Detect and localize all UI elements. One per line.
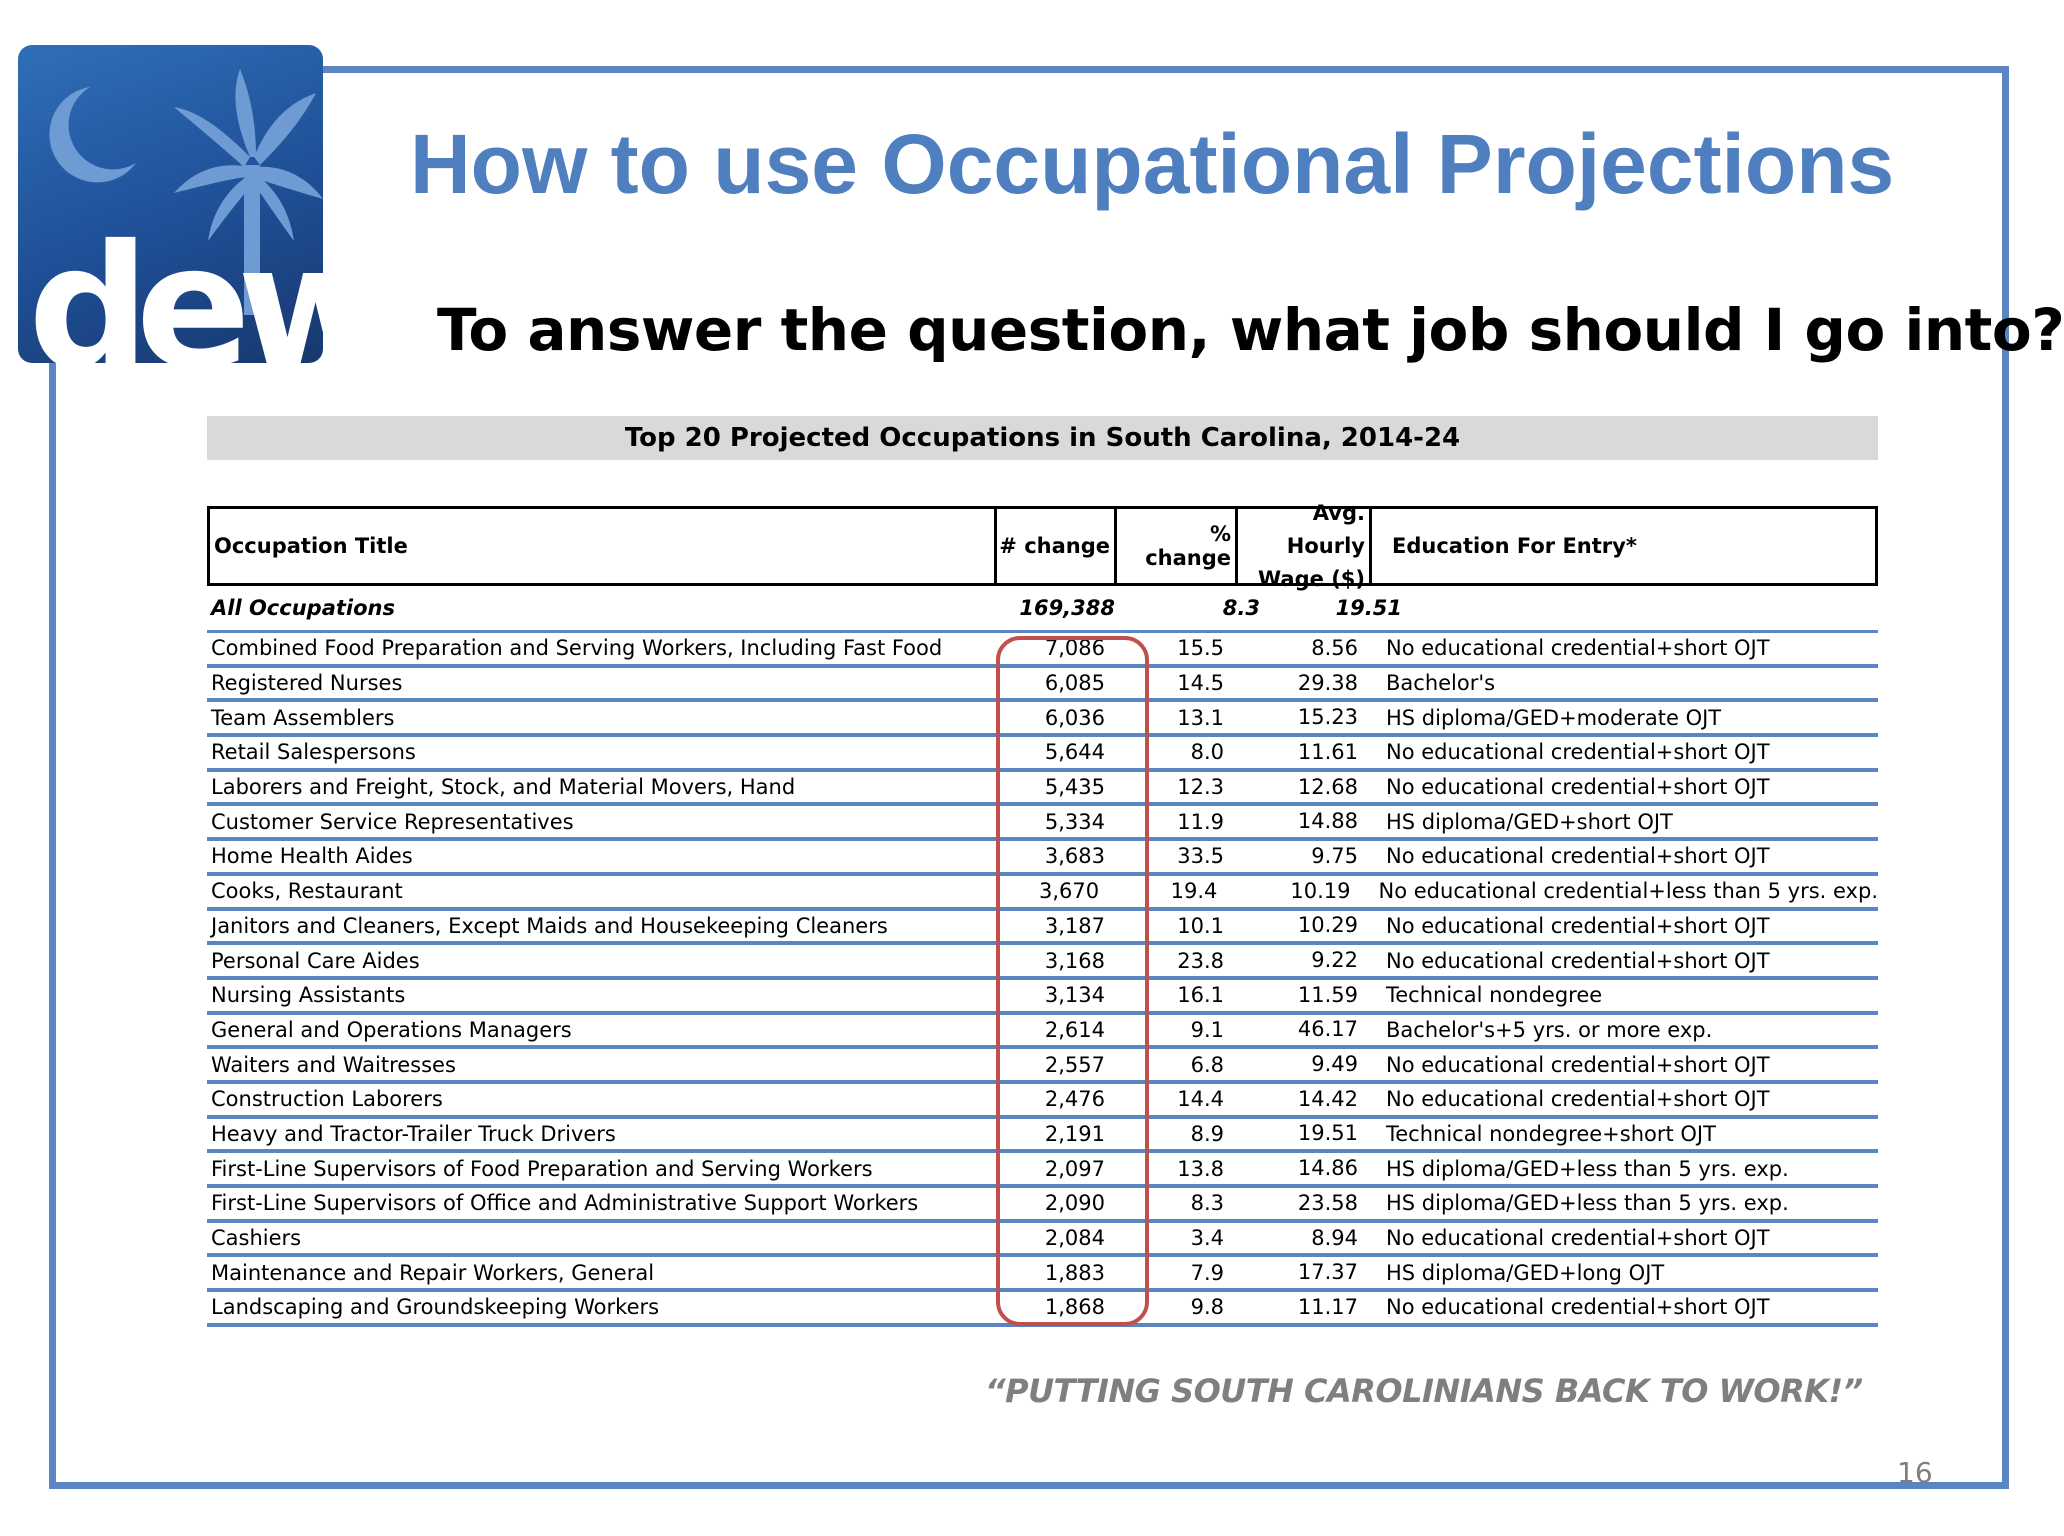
occupation-title: Laborers and Freight, Stock, and Material Movers, Hand (211, 775, 796, 800)
num-change: 1,883 (1044, 1260, 1105, 1285)
education-for-entry: HS diploma/GED+moderate OJT (1386, 705, 1722, 730)
num-change: 6,036 (1044, 705, 1105, 730)
hourly-wage: 9.22 (1311, 948, 1358, 973)
pct-change: 12.3 (1177, 775, 1224, 800)
hourly-wage: 9.75 (1311, 843, 1358, 868)
occupation-title: Maintenance and Repair Workers, General (211, 1260, 655, 1285)
slogan: “PUTTING SOUTH CAROLINIANS BACK TO WORK!” (985, 1372, 1863, 1410)
hourly-wage: 29.38 (1297, 670, 1358, 695)
education-for-entry: No educational credential+short OJT (1386, 636, 1770, 661)
occupation-title: Cooks, Restaurant (211, 879, 403, 904)
slide-subtitle: To answer the question, what job should I go into? (437, 296, 2064, 364)
crescent-moon-icon (49, 87, 136, 182)
all-wage: 19.51 (1335, 595, 1402, 620)
education-for-entry: Bachelor's (1386, 671, 1496, 696)
hourly-wage: 9.49 (1311, 1052, 1358, 1077)
occupation-title: Retail Salespersons (211, 740, 416, 765)
education-for-entry: No educational credential+short OJT (1386, 1295, 1770, 1320)
num-change: 3,168 (1044, 948, 1105, 973)
occupation-title: Customer Service Representatives (211, 809, 574, 834)
hourly-wage: 46.17 (1297, 1017, 1358, 1042)
slide-title: How to use Occupational Projections (410, 117, 1895, 211)
num-change: 2,614 (1044, 1017, 1105, 1042)
education-for-entry: HS diploma/GED+less than 5 yrs. exp. (1386, 1191, 1789, 1216)
pct-change: 11.9 (1177, 809, 1224, 834)
occupation-title: Registered Nurses (211, 671, 403, 696)
education-for-entry: No educational credential+short OJT (1386, 948, 1770, 973)
table-header (207, 500, 1878, 591)
pct-change: 13.8 (1177, 1156, 1224, 1181)
num-change: 6,085 (1044, 671, 1105, 696)
occupation-title: Home Health Aides (211, 844, 413, 869)
num-change: 2,097 (1044, 1156, 1105, 1181)
pct-change: 19.4 (1170, 879, 1218, 904)
hourly-wage: 10.29 (1297, 913, 1358, 938)
num-change: 3,670 (1038, 879, 1100, 904)
all-occupations-row (207, 586, 1878, 633)
num-change: 2,557 (1044, 1052, 1105, 1077)
header-wage-line1: Avg. Hourly (1286, 500, 1365, 558)
hourly-wage: 15.23 (1297, 705, 1358, 730)
pct-change: 16.1 (1177, 983, 1224, 1008)
pct-change: 9.8 (1190, 1295, 1224, 1320)
education-for-entry: Bachelor's+5 yrs. or more exp. (1386, 1017, 1713, 1042)
education-for-entry: No educational credential+short OJT (1386, 1087, 1770, 1112)
num-change: 3,683 (1044, 844, 1105, 869)
hourly-wage: 11.61 (1297, 739, 1358, 764)
education-for-entry: No educational credential+short OJT (1386, 844, 1770, 869)
header-wage (1235, 500, 1369, 591)
num-change: 2,090 (1044, 1191, 1105, 1216)
education-for-entry: HS diploma/GED+long OJT (1386, 1260, 1665, 1285)
num-change: 5,334 (1044, 809, 1105, 834)
hourly-wage: 14.42 (1297, 1086, 1358, 1111)
header-num-change: # change (994, 509, 1114, 583)
num-change: 5,644 (1044, 740, 1105, 765)
hourly-wage: 19.51 (1297, 1121, 1358, 1146)
hourly-wage: 8.56 (1311, 635, 1358, 660)
num-change: 3,134 (1044, 983, 1105, 1008)
pct-change: 13.1 (1177, 705, 1224, 730)
occupation-title: Janitors and Cleaners, Except Maids and Housekeeping Cleaners (211, 913, 888, 938)
num-change-highlight (996, 636, 1149, 1326)
pct-change: 10.1 (1177, 913, 1224, 938)
pct-change: 14.5 (1177, 671, 1224, 696)
pct-change: 3.4 (1190, 1226, 1224, 1251)
education-for-entry: Technical nondegree+short OJT (1386, 1121, 1716, 1146)
pct-change: 8.9 (1190, 1121, 1224, 1146)
header-wage-line2: Wage ($) (1258, 566, 1365, 591)
all-occupations-title: All Occupations (211, 596, 395, 620)
occupation-title: First-Line Supervisors of Office and Administrative Support Workers (211, 1191, 919, 1216)
education-for-entry: No educational credential+short OJT (1386, 913, 1770, 938)
num-change: 5,435 (1044, 775, 1105, 800)
occupation-title: General and Operations Managers (211, 1017, 572, 1042)
hourly-wage: 12.68 (1297, 774, 1358, 799)
education-for-entry: No educational credential+short OJT (1386, 1226, 1770, 1251)
occupation-title: Nursing Assistants (211, 983, 406, 1008)
pct-change: 9.1 (1190, 1017, 1224, 1042)
occupation-title: Combined Food Preparation and Serving Workers, Including Fast Food (211, 636, 943, 661)
pct-change: 6.8 (1190, 1052, 1224, 1077)
all-num-change: 169,388 (1019, 596, 1115, 620)
num-change: 2,476 (1044, 1087, 1105, 1112)
occupation-title: Landscaping and Groundskeeping Workers (211, 1295, 660, 1320)
education-for-entry: HS diploma/GED+short OJT (1386, 809, 1673, 834)
occupation-title: First-Line Supervisors of Food Preparation and Serving Workers (211, 1156, 873, 1181)
education-for-entry: No educational credential+short OJT (1386, 740, 1770, 765)
page-number: 16 (1897, 1456, 1933, 1489)
logo-text: dew (28, 209, 381, 407)
num-change: 2,191 (1044, 1121, 1105, 1146)
occupation-title: Construction Laborers (211, 1087, 443, 1112)
education-for-entry: No educational credential+short OJT (1386, 775, 1770, 800)
pct-change: 33.5 (1177, 844, 1224, 869)
pct-change: 14.4 (1177, 1087, 1224, 1112)
education-for-entry: HS diploma/GED+less than 5 yrs. exp. (1386, 1156, 1789, 1181)
hourly-wage: 14.88 (1297, 809, 1358, 834)
all-pct-change: 8.3 (1222, 596, 1260, 620)
num-change: 2,084 (1044, 1226, 1105, 1251)
dew-logo (18, 45, 381, 407)
occupation-title: Personal Care Aides (211, 948, 420, 973)
pct-change: 8.0 (1190, 740, 1224, 765)
header-occupation: Occupation Title (214, 534, 408, 558)
hourly-wage: 11.59 (1297, 982, 1358, 1007)
pct-change: 23.8 (1177, 948, 1224, 973)
hourly-wage: 8.94 (1311, 1225, 1358, 1250)
header-education: Education For Entry* (1369, 509, 1875, 583)
occupation-title: Team Assemblers (211, 705, 395, 730)
num-change: 1,868 (1044, 1295, 1105, 1320)
hourly-wage: 14.86 (1297, 1156, 1358, 1181)
education-for-entry: No educational credential+short OJT (1386, 1052, 1770, 1077)
education-for-entry: No educational credential+less than 5 yrs. exp. (1378, 879, 1878, 904)
header-pct-change: % change (1114, 509, 1235, 583)
table-title: Top 20 Projected Occupations in South Carolina, 2014-24 (207, 416, 1878, 460)
hourly-wage: 11.17 (1297, 1294, 1358, 1319)
hourly-wage: 23.58 (1297, 1190, 1358, 1215)
education-for-entry: Technical nondegree (1386, 983, 1603, 1008)
pct-change: 8.3 (1190, 1191, 1224, 1216)
num-change: 3,187 (1044, 913, 1105, 938)
pct-change: 7.9 (1190, 1260, 1224, 1285)
occupation-title: Cashiers (211, 1226, 302, 1251)
hourly-wage: 17.37 (1297, 1260, 1358, 1285)
hourly-wage: 10.19 (1290, 878, 1351, 903)
occupation-title: Waiters and Waitresses (211, 1052, 456, 1077)
num-change: 7,086 (1044, 636, 1105, 661)
occupation-title: Heavy and Tractor-Trailer Truck Drivers (211, 1121, 616, 1146)
pct-change: 15.5 (1177, 636, 1224, 661)
